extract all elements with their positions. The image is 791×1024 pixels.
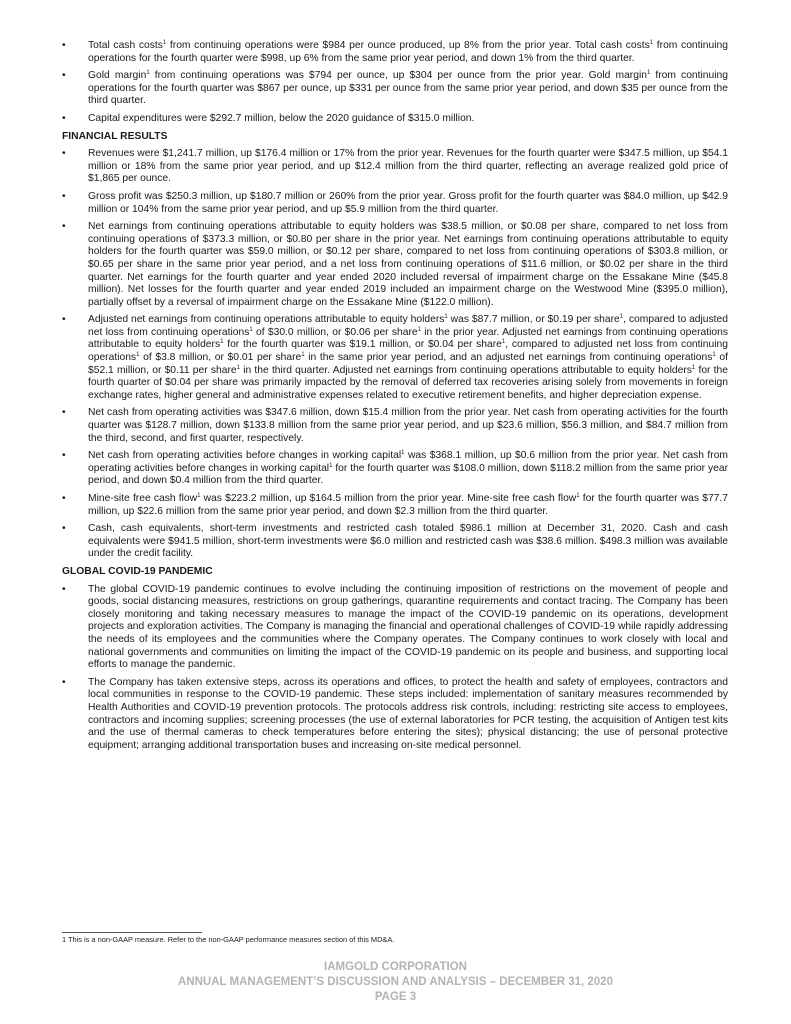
bullet-text: in the prior year. Adjusted net earnings from continuing operations attributable to equity holders <box>88 326 728 351</box>
bullet-text: was $368.1 million, up $0.6 million from the prior year. Net cash from operating activities before changes in working capital <box>88 450 728 474</box>
bullet-item <box>62 407 728 445</box>
bullet-text: from continuing operations for the fourth quarter was $867 per ounce, up $331 per ounce from the same prior year period, and down $35 per ounce from the third quarter. <box>88 70 729 107</box>
bullet-text: , compared to adjusted net loss from continuing operations <box>88 314 728 338</box>
covid-list <box>62 584 728 753</box>
bullet-item <box>62 314 728 402</box>
footnote-ref: 1 <box>329 462 333 469</box>
bullet-item <box>62 450 728 488</box>
bullet-marker: • <box>62 40 66 51</box>
bullet-text: of $30.0 million, or $0.06 per share <box>252 326 418 338</box>
bullet-text: from continuing operations were $984 per ounce produced, up 8% from the prior year. Total cash costs <box>166 40 650 51</box>
bullet-item <box>62 493 728 518</box>
bullet-marker: • <box>62 493 66 504</box>
bullet-item <box>62 191 728 216</box>
bullet-marker: • <box>62 190 66 202</box>
bullet-item <box>62 677 728 753</box>
bullet-item <box>62 148 728 186</box>
bullet-text: in the third quarter. Adjusted net earnings from continuing operations attributable to equity holders <box>240 364 692 376</box>
financial-results-heading: FINANCIAL RESULTS <box>62 130 168 142</box>
bullet-text: Net cash from operating activities was $347.6 million, down $15.4 million from the prior year. Net cash from operating activities for the fourth quarter was $128.7 million, down $133.8 million from the same prior year period, and up $23.6 million, $56.3 million, and $84.7 million from the third, second, and first quarter, respectively. <box>88 407 728 444</box>
bullet-text: The Company has taken extensive steps, across its operations and offices, to protect the health and safety of employees, contractors and local communities in response to the COVID-19 pandemic. These steps included: implementation of sanitary measures recommended by Health Authorities and COVID-19 prevention protocols. The protocols address risk controls, including: restricting site access to employees, contractors and incoming supplies; screening processes (the use of external laboratories for PCR testing, the acquisition of Antigen test kits and the use of thermal cameras to check temperatures before entering the sites); physical distancing; the use of personal protective equipment; arranging additional transportation buses and increasing on-site medical personnel. <box>88 676 728 751</box>
bullet-marker: • <box>62 112 66 124</box>
bullet-text: Capital expenditures were $292.7 million, below the 2020 guidance of $315.0 million. <box>88 112 475 124</box>
bullet-marker: • <box>62 450 66 462</box>
summary-bullet-list <box>62 40 728 126</box>
bullet-text: from continuing operations was $794 per ounce, up $304 per ounce from the prior year. Gold margin <box>149 70 647 82</box>
footnote-ref: 1 <box>146 70 150 77</box>
bullet-text: , compared to adjusted net loss from continuing operations <box>88 339 728 364</box>
bullet-text: Adjusted net earnings from continuing operations attributable to equity holders <box>88 314 445 326</box>
footnote-ref: 1 <box>220 339 224 346</box>
bullet-text: was $87.7 million, or $0.19 per share <box>447 314 620 326</box>
bullet-text: in the same prior year period, and an adjusted net earnings from continuing operations <box>304 352 713 364</box>
bullet-marker: • <box>62 676 66 688</box>
footer-report-title: ANNUAL MANAGEMENT’S DISCUSSION AND ANALYSIS – DECEMBER 31, 2020 <box>178 976 613 988</box>
financial-results-list <box>62 148 728 561</box>
bullet-item <box>62 221 728 309</box>
bullet-marker: • <box>62 221 66 233</box>
bullet-text: The global COVID-19 pandemic continues to evolve including the continuing imposition of restrictions on the movement of people and goods, social distancing measures, restrictions on group gatherings, quarantine requirements and contact tracing. The Company has been closely monitoring and taking necessary measures to manage the impact of the COVID-19 pandemic on its operations, development projects and exploration activities. The Company is managing the financial and operational challenges of COVID-19 while rapidly addressing the needs of its employees and the communities where the Company operates. The Company continues to work closely with local and national governments and communities on limiting the impact of the COVID-19 pandemic on its people and business, and supporting local efforts to manage the pandemic. <box>88 583 728 671</box>
footnote-ref: 1 <box>162 40 167 46</box>
bullet-text: Cash, cash equivalents, short-term investments and restricted cash totaled $986.1 million at December 31, 2020. Cash and cash equivalents were $941.5 million, short-term investments were $6.0 million and restricted cash was $38.6 million. $498.3 million was available under the credit facility. <box>88 523 728 560</box>
page-body <box>62 40 728 757</box>
footnote-ref: 1 <box>576 493 580 499</box>
bullet-text: for the fourth quarter was $19.1 million, or $0.04 per share <box>223 339 502 351</box>
bullet-marker: • <box>62 523 66 535</box>
footer-company: IAMGOLD CORPORATION <box>324 961 467 973</box>
bullet-text: was $223.2 million, up $164.5 million from the prior year. Mine-site free cash flow <box>200 493 577 504</box>
bullet-item <box>62 113 728 126</box>
footnote-ref: 1 <box>444 314 448 321</box>
footnote-ref: 1 <box>649 40 654 46</box>
bullet-marker: • <box>62 148 66 160</box>
footnote-ref: 1 <box>646 70 651 77</box>
footnote-ref: 1 <box>712 352 716 359</box>
footer-page-number: PAGE 3 <box>374 991 417 1003</box>
bullet-text: Mine-site free cash flow <box>88 493 198 504</box>
footnote-divider <box>62 932 202 933</box>
bullet-text: of $3.8 million, or $0.01 per share <box>139 352 302 364</box>
bullet-marker: • <box>62 70 66 82</box>
bullet-item <box>62 70 728 108</box>
footnote-ref: 1 <box>249 326 253 333</box>
footnote-ref: 1 <box>401 450 405 457</box>
bullet-item <box>62 40 728 65</box>
bullet-text: Total cash costs <box>88 40 163 51</box>
page-footer <box>0 960 791 1005</box>
footnote: 1 This is a non-GAAP measure. Refer to the non-GAAP performance measures section of this MD&A. <box>62 935 395 944</box>
bullet-item <box>62 523 728 561</box>
bullet-marker: • <box>62 314 66 326</box>
footnote-ref: 1 <box>136 352 140 359</box>
bullet-marker: • <box>62 583 66 595</box>
footnote-ref: 1 <box>236 364 240 371</box>
bullet-text: for the fourth quarter was $108.0 million, down $118.2 million from the same prior year period, and down $0.4 million from the third quarter. <box>88 462 728 487</box>
bullet-text: Revenues were $1,241.7 million, up $176.4 million or 17% from the prior year. Revenues for the fourth quarter were $347.5 million, up $54.1 million or 18% from the same prior year period, and up $12.4 million from the third quarter, reflecting an average realized gold price of $1,865 per ounce. <box>88 148 728 185</box>
bullet-text: Net cash from operating activities before changes in working capital <box>88 450 402 462</box>
covid-heading: GLOBAL COVID-19 PANDEMIC <box>62 565 213 577</box>
footnote-ref: 1 <box>619 314 624 321</box>
bullet-text: of $52.1 million, or $0.11 per share <box>88 352 729 376</box>
bullet-marker: • <box>62 407 66 419</box>
bullet-text: Gross profit was $250.3 million, up $180.7 million or 260% from the prior year. Gross profit for the fourth quarter was $84.0 million, up $42.9 million or 104% from the same prior year period, and up $5.9 million from the third quarter. <box>88 190 728 215</box>
footnote-ref: 1 <box>691 364 696 371</box>
footnote-ref: 1 <box>501 339 506 346</box>
bullet-text: Gold margin <box>88 70 147 82</box>
bullet-text: for the fourth quarter was $77.7 million, up $22.6 million from the same prior year period, and down $2.3 million from the third quarter. <box>88 493 728 517</box>
bullet-text: Net earnings from continuing operations attributable to equity holders was $38.5 million, or $0.08 per share, compared to net loss from continuing operations of $373.3 million, or $0.80 per share in the prior year. Net earnings from continuing operations attributable to equity holders for the fourth quarter was $59.0 million, or $0.12 per share, compared to net loss from continuing operations of $303.8 million, or $0.65 per share in the same prior year period, and a net loss from continuing operations of $11.6 million, or $0.02 per share in the third quarter. Net earnings for the fourth quarter and year ended 2020 included reversal of impairment charge on the Essakane Mine ($45.8 million). Net losses for the fourth quarter and year ended 2019 included an impairment charge on the Westwood Mine ($395.0 million), partially offset by a reversal of impairment charge on the Essakane Mine ($122.0 million). <box>88 221 728 308</box>
footnote-ref: 1 <box>197 493 201 499</box>
footnote-ref: 1 <box>301 352 305 359</box>
footnote-ref: 1 <box>417 326 421 333</box>
bullet-text: for the fourth quarter of $0.04 per share was primarily impacted by the removal of deferred tax recoveries arising solely from movements in foreign exchange rates, higher general and administrative expenses related to executive retirement benefits, and higher depreciation expense. <box>88 364 728 401</box>
bullet-text: from continuing operations for the fourth quarter were $998, up 6% from the same prior year period, and down 1% from the third quarter. <box>88 40 728 64</box>
bullet-item <box>62 584 728 672</box>
